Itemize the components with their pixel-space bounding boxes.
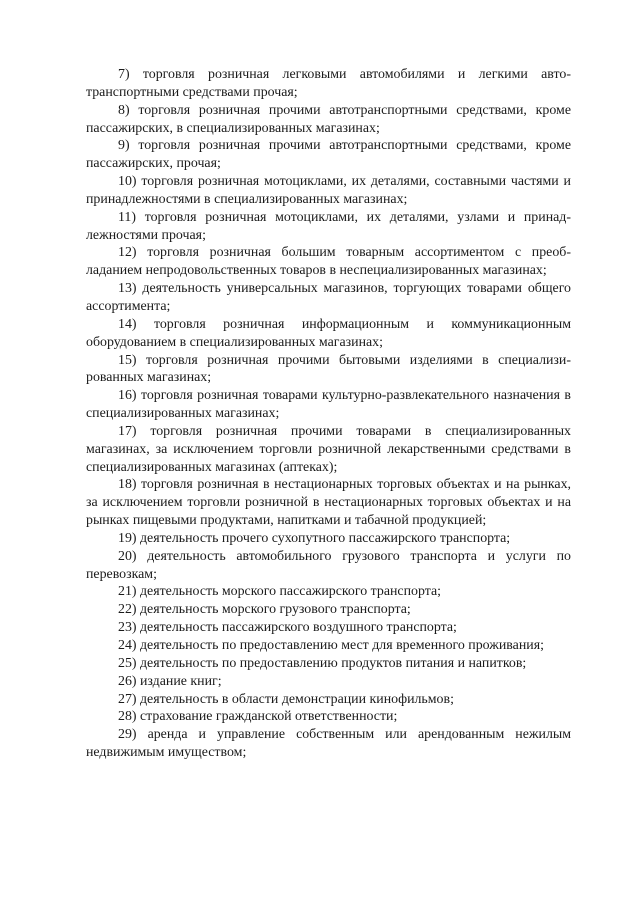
list-item: 21) деятельность морского пассажирского транспорта;: [118, 584, 442, 600]
list-item: 24) деятельность по предоставлению мест для временного проживания;: [118, 638, 544, 653]
list-item: 16) торговля розничная товарами культурно-развлекательного назначения в специализированных магазинах;: [86, 388, 571, 422]
list-item: 29) аренда и управление собственным или арендованным нежилым недвижимым имуществом;: [86, 727, 571, 761]
list-item: 9) торговля розничная прочими автотранспортными средствами, кроме пассажирских, прочая;: [86, 138, 571, 172]
list-item: 23) деятельность пассажирского воздушного транспорта;: [118, 620, 457, 636]
list-item: 15) торговля розничная прочими бытовыми изделиями в специализированных магазинах;: [86, 352, 571, 386]
list-item: 28) страхование гражданской ответственности;: [118, 709, 398, 725]
list-item: 26) издание книг;: [118, 673, 222, 689]
list-item: 27) деятельность в области демонстрации кинофильмов;: [118, 691, 454, 707]
document-body: [86, 66, 571, 762]
list-item: 25) деятельность по предоставлению продуктов питания и напитков;: [118, 655, 527, 671]
list-item: 7) торговля розничная легковыми автомобилями и легкими автотранспортными средствами прочая;: [86, 67, 571, 100]
list-item: 20) деятельность автомобильного грузового транспорта и услуги по перевозкам;: [86, 548, 571, 582]
list-item: 17) торговля розничная прочими товарами в специализированных магазинах, за исключением торговли розничной лекарственными средствами в специализированных магазинах (аптеках);: [86, 423, 571, 475]
list-item: 8) торговля розничная прочими автотранспортными средствами, кроме пассажирских, в специализированных магазинах;: [86, 102, 571, 136]
list-item: 12) торговля розничная большим товарным ассортиментом с преобладанием непродовольственных товаров в неспециализированных магазинах;: [86, 245, 571, 279]
list-item: 22) деятельность морского грузового транспорта;: [118, 602, 411, 618]
list-item: 13) деятельность универсальных магазинов, торгующих товарами общего ассортимента;: [86, 281, 571, 314]
list-item: 10) торговля розничная мотоциклами, их деталями, составными частями и принадлежностями в специализированных магазинах;: [86, 174, 571, 207]
list-item: 18) торговля розничная в нестационарных торговых объектах и на рынках, за исключением торговли розничной в нестационарных торговых объектах и на рынках пищевыми продуктами, напитками и табачной продукцией;: [86, 477, 571, 529]
list-item: 19) деятельность прочего сухопутного пассажирского транспорта;: [118, 530, 511, 546]
list-item: 14) торговля розничная информационным и коммуникационным оборудованием в специализированных магазинах;: [86, 316, 571, 350]
list-item: 11) торговля розничная мотоциклами, их деталями, узлами и принадлежностями прочая;: [86, 209, 571, 243]
